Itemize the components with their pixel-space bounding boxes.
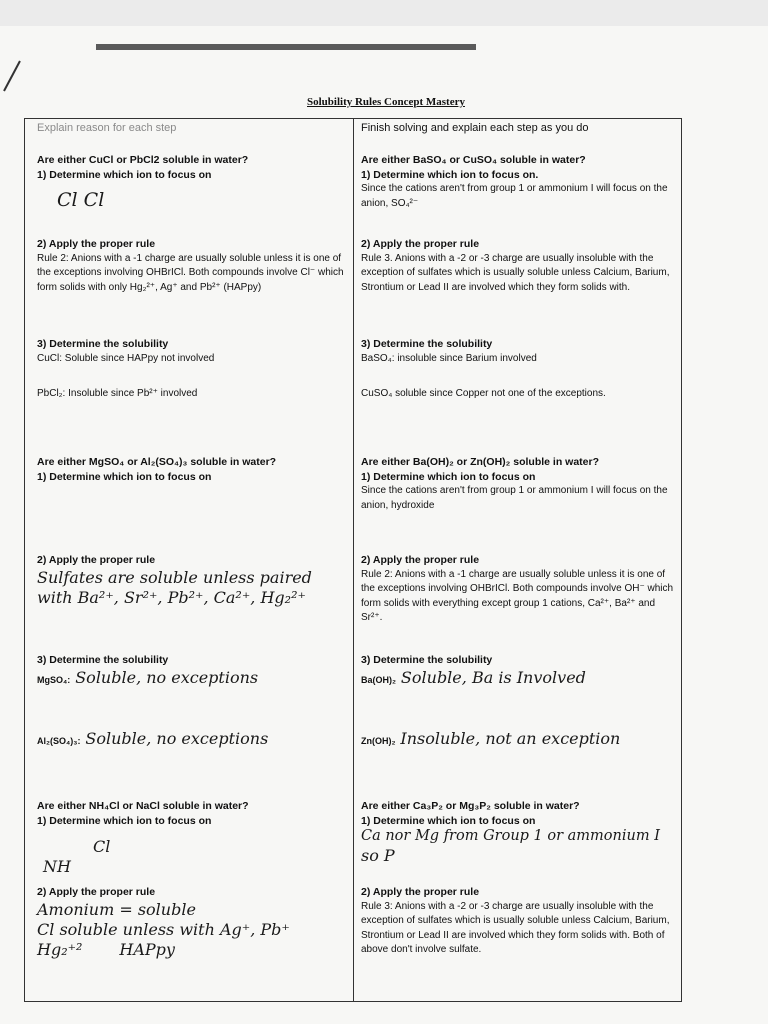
right-column-header: Finish solving and explain each step as you do [361, 122, 589, 134]
pen-mark [3, 61, 21, 92]
left-problem-1-solubility: 3) Determine the solubility CuCl: Soluble since HAPpy not involved [37, 338, 215, 364]
left-problem-1-question: Are either CuCl or PbCl2 soluble in water? 1) Determine which ion to focus on [37, 154, 249, 181]
right-problem-2-question: Are either Ba(OH)₂ or Zn(OH)₂ soluble in water? 1) Determine which ion to focus on Since the cations aren't from group 1 or ammonium I will focus on the anion, hydroxide [361, 456, 668, 511]
right-problem-1-rule: 2) Apply the proper rule Rule 3. Anions with a -2 or -3 charge are usually insoluble with the exception of sulfates which is usually soluble unless Calcium, Barium, Strontium or Lead II are involved which they form solids with. [361, 238, 670, 293]
right-problem-1-solubility: 3) Determine the solubility BaSO₄: insoluble since Barium involved [361, 338, 537, 364]
left-problem-3-rule: 2) Apply the proper rule Amonium = soluble Cl soluble unless with Ag⁺, Pb⁺ Hg₂⁺² HAPpy [37, 886, 290, 959]
scan-edge-bar [96, 44, 476, 50]
left-problem-3-question: Are either NH₄Cl or NaCl soluble in water? 1) Determine which ion to focus on [37, 800, 249, 827]
left-problem-2-rule: 2) Apply the proper rule Sulfates are soluble unless paired with Ba²⁺, Sr²⁺, Pb²⁺, Ca²⁺, Hg₂²⁺ [37, 554, 312, 607]
left-problem-2-solubility: 3) Determine the solubility MgSO₄: Soluble, no exceptions [37, 654, 259, 687]
left-problem-3-handwritten-cl: Cl [93, 837, 111, 856]
left-problem-2-answer-2: Al₂(SO₄)₃: Soluble, no exceptions [37, 729, 269, 748]
page-title: Solubility Rules Concept Mastery [307, 96, 465, 108]
right-problem-2-rule: 2) Apply the proper rule Rule 2: Anions with a -1 charge are usually soluble unless it is one of the exceptions involving OHBrICl. Both compounds involve OH⁻ which form solids with everything except group 1 cations, Ca²⁺, Ba²⁺ and Sr²⁺. [361, 554, 674, 624]
right-problem-2-solubility: 3) Determine the solubility Ba(OH)₂ Soluble, Ba is Involved [361, 654, 586, 687]
right-problem-1-question: Are either BaSO₄ or CuSO₄ soluble in water? 1) Determine which ion to focus on. Since the cations aren't from group 1 or ammonium I will focus on the anion, SO₄²⁻ [361, 154, 668, 209]
worksheet-page [0, 26, 768, 1024]
right-problem-1-answer-2: CuSO₄ soluble since Copper not one of the exceptions. [361, 388, 606, 399]
left-problem-1-rule: 2) Apply the proper rule Rule 2: Anions with a -1 charge are usually soluble unless it is one of the exceptions involving OHBrICl. Both compounds involve Cl⁻ which form solids with only Hg₂²⁺, Ag⁺ and Pb²⁺ (HAPpy) [37, 238, 344, 293]
right-problem-3-rule: 2) Apply the proper rule Rule 3: Anions with a -2 or -3 charge are usually insoluble with the exception of sulfates which is usually soluble unless Calcium, Barium, Strontium or Lead II are involved which they form solids with. Both of above don't involve sulfate. [361, 886, 670, 956]
right-problem-3-question: Are either Ca₃P₂ or Mg₃P₂ soluble in water? 1) Determine which ion to focus on Ca nor Mg from Group 1 or ammonium I so P [361, 800, 660, 865]
left-problem-3-handwritten-nh: NH [43, 857, 71, 876]
right-problem-2-answer-2: Zn(OH)₂ Insoluble, not an exception [361, 729, 621, 748]
left-problem-1-handwritten-ion: Cl Cl [57, 189, 105, 211]
left-problem-2-question: Are either MgSO₄ or Al₂(SO₄)₃ soluble in water? 1) Determine which ion to focus on [37, 456, 277, 483]
left-problem-1-answer-2: PbCl₂: Insoluble since Pb²⁺ involved [37, 388, 198, 399]
left-column [37, 119, 349, 1001]
worksheet-table [24, 118, 682, 1002]
right-column [361, 119, 677, 1001]
left-column-header: Explain reason for each step [37, 122, 177, 134]
